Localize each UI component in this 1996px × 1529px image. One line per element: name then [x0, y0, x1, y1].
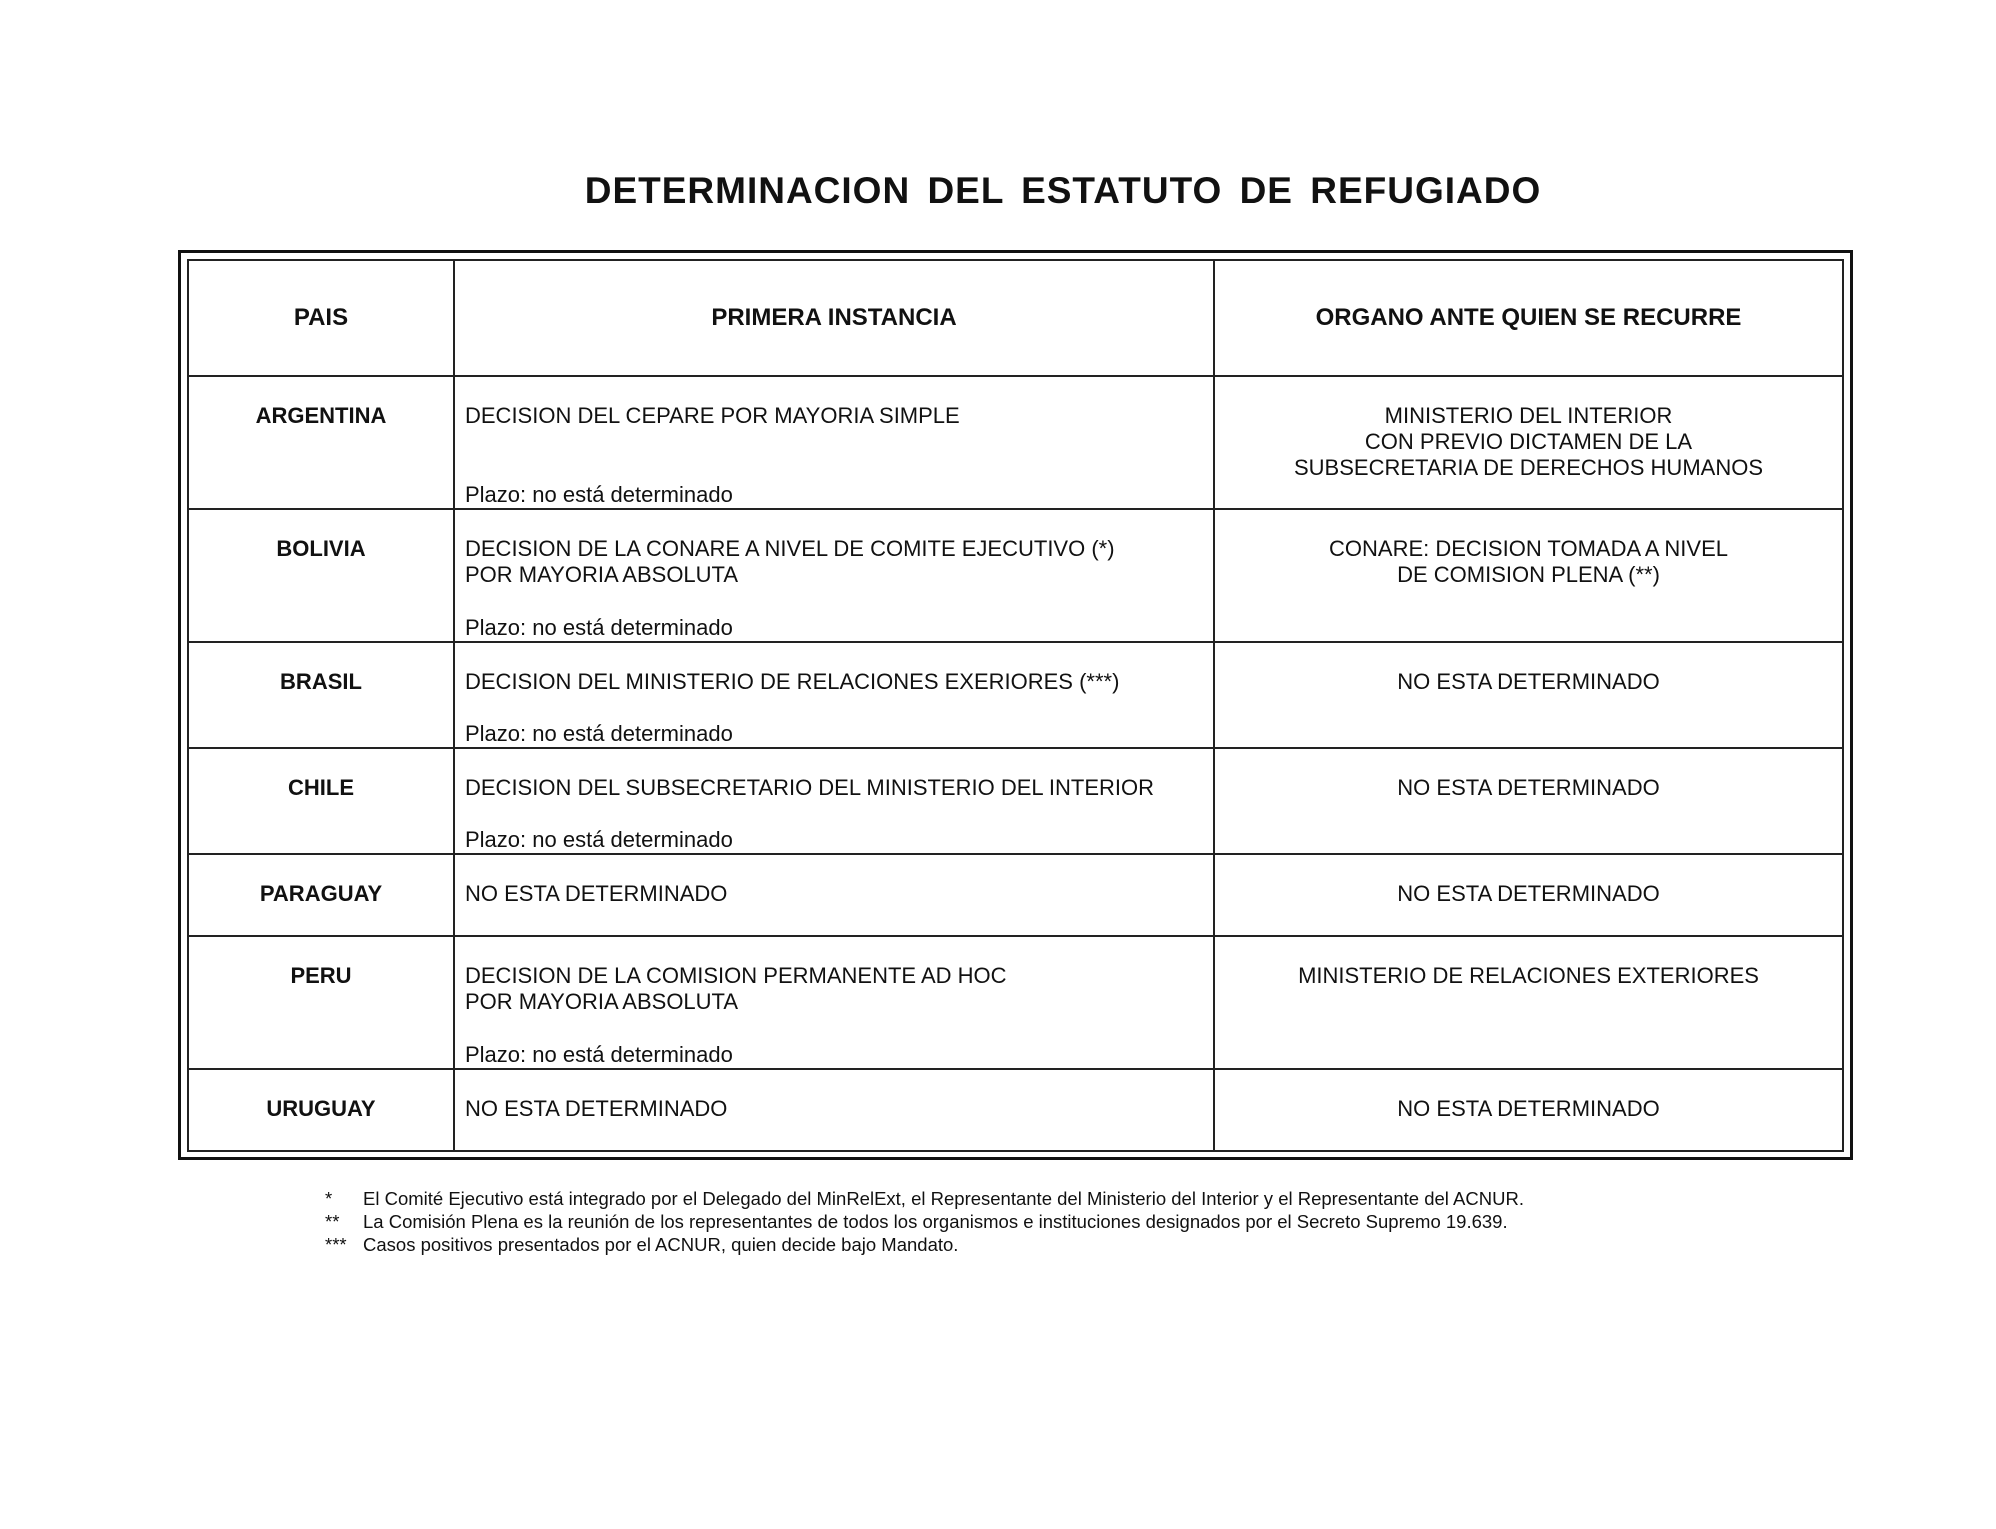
table-row — [188, 509, 1843, 642]
footnote-text: La Comisión Plena es la reunión de los representantes de todos los organismos e instituciones designados por el Secreto Supremo 19.639. — [363, 1211, 1508, 1232]
header-primera-instancia: PRIMERA INSTANCIA — [454, 260, 1214, 376]
organo-line: NO ESTA DETERMINADO — [1397, 1096, 1660, 1121]
organo-cell — [1214, 748, 1843, 854]
organo-cell — [1214, 936, 1843, 1069]
primera-instancia-cell — [454, 1069, 1214, 1151]
country-cell: URUGUAY — [188, 1069, 454, 1151]
organo-line: NO ESTA DETERMINADO — [1397, 669, 1660, 694]
organo-line: CON PREVIO DICTAMEN DE LA — [1364, 429, 1693, 454]
table-row — [188, 1069, 1843, 1151]
header-organo: ORGANO ANTE QUIEN SE RECURRE — [1214, 260, 1843, 376]
primera-instancia-cell — [454, 509, 1214, 642]
primera-line: DECISION DE LA COMISION PERMANENTE AD HOC — [465, 963, 1007, 988]
table-row — [188, 376, 1843, 509]
footnote-mark: ** — [325, 1211, 340, 1232]
country-cell: BOLIVIA — [188, 509, 454, 642]
footnote-text: Casos positivos presentados por el ACNUR, quien decide bajo Mandato. — [363, 1234, 959, 1255]
organo-line: NO ESTA DETERMINADO — [1397, 881, 1660, 906]
primera-instancia-cell — [454, 854, 1214, 936]
primera-line: POR MAYORIA ABSOLUTA — [465, 989, 739, 1014]
footnote-text: El Comité Ejecutivo está integrado por el Delegado del MinRelExt, el Representante del Ministerio del Interior y el Representante del ACNUR. — [363, 1188, 1524, 1209]
refugee-status-table-frame — [178, 250, 1853, 1160]
organo-line: SUBSECRETARIA DE DERECHOS HUMANOS — [1293, 455, 1763, 480]
footnote — [325, 1210, 1524, 1233]
primera-instancia-cell — [454, 936, 1214, 1069]
primera-line: NO ESTA DETERMINADO — [465, 1096, 728, 1121]
table-row — [188, 748, 1843, 854]
country-cell: ARGENTINA — [188, 376, 454, 509]
primera-line: NO ESTA DETERMINADO — [465, 881, 728, 906]
organo-line: MINISTERIO DE RELACIONES EXTERIORES — [1298, 963, 1759, 988]
primera-line: DECISION DEL SUBSECRETARIO DEL MINISTERIO DEL INTERIOR — [465, 775, 1155, 800]
plazo-text: Plazo: no está determinado — [465, 615, 733, 640]
footnote — [325, 1233, 1524, 1256]
organo-line: NO ESTA DETERMINADO — [1397, 775, 1660, 800]
footnote-mark: * — [325, 1188, 333, 1209]
organo-cell — [1214, 854, 1843, 936]
table-row — [188, 642, 1843, 748]
plazo-text: Plazo: no está determinado — [465, 721, 733, 746]
plazo-text: Plazo: no está determinado — [465, 482, 733, 507]
footnote — [325, 1187, 1524, 1210]
country-cell: CHILE — [188, 748, 454, 854]
organo-cell — [1214, 376, 1843, 509]
primera-line: DECISION DE LA CONARE A NIVEL DE COMITE EJECUTIVO (*) — [465, 536, 1115, 561]
country-cell: PERU — [188, 936, 454, 1069]
organo-cell — [1214, 642, 1843, 748]
country-cell: BRASIL — [188, 642, 454, 748]
organo-line: DE COMISION PLENA (**) — [1397, 562, 1660, 587]
plazo-text: Plazo: no está determinado — [465, 827, 733, 852]
footnote-mark: *** — [325, 1234, 347, 1255]
primera-line: DECISION DEL MINISTERIO DE RELACIONES EXERIORES (***) — [465, 669, 1120, 694]
primera-instancia-cell — [454, 748, 1214, 854]
primera-instancia-cell — [454, 642, 1214, 748]
organo-line: CONARE: DECISION TOMADA A NIVEL — [1329, 536, 1728, 561]
table-header-row — [188, 260, 1843, 376]
primera-line: POR MAYORIA ABSOLUTA — [465, 562, 739, 587]
organo-line: MINISTERIO DEL INTERIOR — [1384, 403, 1673, 428]
refugee-status-table — [187, 259, 1844, 1152]
primera-instancia-cell — [454, 376, 1214, 509]
table-row — [188, 936, 1843, 1069]
document-title: DETERMINACION DEL ESTATUTO DE REFUGIADO — [584, 170, 1542, 211]
header-pais: PAIS — [188, 260, 454, 376]
primera-line: DECISION DEL CEPARE POR MAYORIA SIMPLE — [465, 403, 960, 428]
organo-cell — [1214, 509, 1843, 642]
plazo-text: Plazo: no está determinado — [465, 1042, 733, 1067]
table-row — [188, 854, 1843, 936]
organo-cell — [1214, 1069, 1843, 1151]
footnotes — [325, 1187, 1524, 1256]
country-cell: PARAGUAY — [188, 854, 454, 936]
